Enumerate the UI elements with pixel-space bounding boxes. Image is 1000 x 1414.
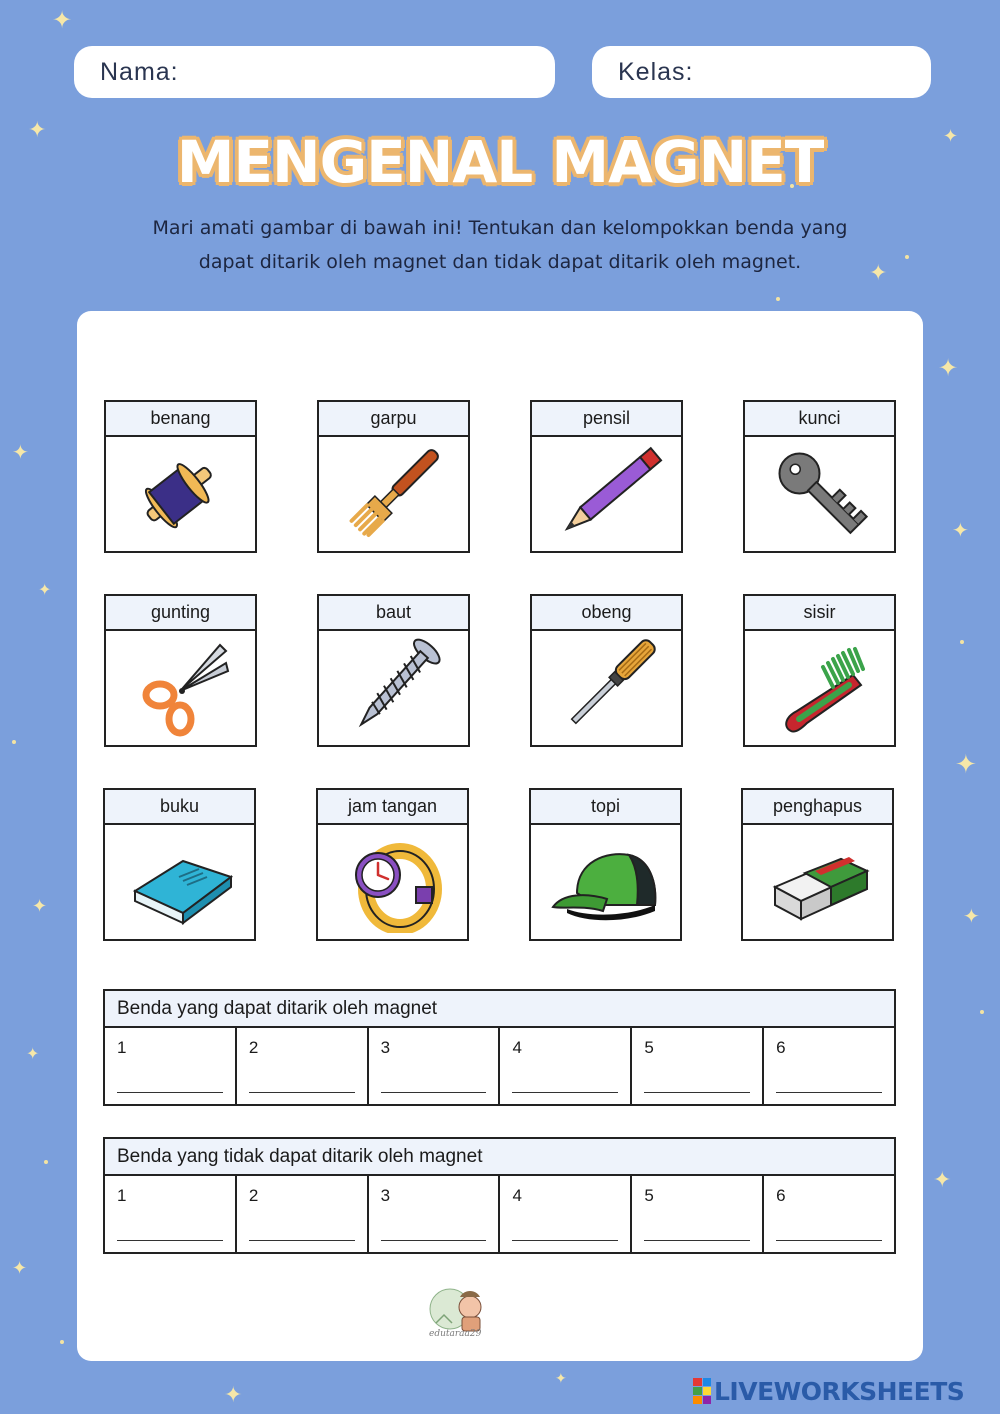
answer-line[interactable] — [776, 1240, 882, 1241]
answer-line[interactable] — [644, 1240, 750, 1241]
item-label: kunci — [745, 402, 894, 437]
cell-number: 1 — [117, 1186, 127, 1205]
cell-number: 2 — [248, 1038, 259, 1057]
magnetic-answer-table — [103, 989, 896, 1106]
magnetic-table-heading: Benda yang dapat ditarik oleh magnet — [105, 991, 894, 1028]
author-mark: edutaraa29 — [429, 1329, 482, 1339]
answer-cell[interactable] — [500, 1028, 632, 1104]
scissors-icon — [122, 637, 240, 739]
answer-cell[interactable] — [500, 1176, 632, 1252]
cell-number: 3 — [380, 1038, 391, 1057]
item-label: buku — [105, 790, 254, 825]
cell-number: 2 — [248, 1186, 259, 1205]
item-card-pensil[interactable] — [530, 400, 683, 553]
brand-text: LIVEWORKSHEETS — [714, 1376, 965, 1406]
answer-cell[interactable] — [632, 1028, 764, 1104]
answer-line[interactable] — [512, 1092, 618, 1093]
non-magnetic-table-heading: Benda yang tidak dapat ditarik oleh magnet — [105, 1139, 894, 1176]
liveworksheets-logo-icon — [693, 1378, 711, 1404]
item-card-sisir[interactable] — [743, 594, 896, 747]
item-label: jam tangan — [318, 790, 467, 825]
class-label: Kelas: — [618, 58, 694, 86]
item-card-gunting[interactable] — [104, 594, 257, 747]
answer-line[interactable] — [117, 1092, 223, 1093]
item-card-topi[interactable] — [529, 788, 682, 941]
item-label: baut — [319, 596, 468, 631]
cell-number: 4 — [512, 1038, 522, 1057]
item-card-obeng[interactable] — [530, 594, 683, 747]
cap-icon — [547, 831, 665, 933]
cell-number: 5 — [644, 1038, 654, 1057]
item-label: pensil — [532, 402, 681, 437]
fork-icon — [335, 443, 453, 545]
thread-spool-icon — [122, 443, 240, 545]
screw-icon — [335, 637, 453, 739]
screwdriver-icon — [548, 637, 666, 739]
name-field[interactable] — [74, 46, 555, 98]
non-magnetic-answer-table — [103, 1137, 896, 1254]
cell-number: 1 — [117, 1038, 127, 1057]
item-label: benang — [106, 402, 255, 437]
cell-number: 6 — [776, 1038, 786, 1057]
liveworksheets-brand[interactable] — [693, 1376, 964, 1406]
comb-icon — [761, 637, 879, 739]
answer-line[interactable] — [249, 1240, 355, 1241]
item-card-baut[interactable] — [317, 594, 470, 747]
answer-cell[interactable] — [105, 1176, 237, 1252]
answer-cell[interactable] — [369, 1176, 501, 1252]
answer-line[interactable] — [644, 1092, 750, 1093]
item-label: topi — [531, 790, 680, 825]
item-label: garpu — [319, 402, 468, 437]
eraser-icon — [759, 831, 877, 933]
item-card-garpu[interactable] — [317, 400, 470, 553]
answer-cell[interactable] — [764, 1028, 894, 1104]
answer-cell[interactable] — [105, 1028, 237, 1104]
answer-line[interactable] — [776, 1092, 882, 1093]
answer-line[interactable] — [381, 1240, 487, 1241]
item-card-benang[interactable] — [104, 400, 257, 553]
key-icon — [761, 443, 879, 545]
item-label: penghapus — [743, 790, 892, 825]
item-label: gunting — [106, 596, 255, 631]
answer-cell[interactable] — [764, 1176, 894, 1252]
answer-line[interactable] — [117, 1240, 223, 1241]
cell-number: 3 — [380, 1186, 391, 1205]
instruction-line-2: dapat ditarik oleh magnet dan tidak dapat ditarik oleh magnet. — [198, 251, 802, 273]
item-card-kunci[interactable] — [743, 400, 896, 553]
answer-line[interactable] — [381, 1092, 487, 1093]
pencil-icon — [548, 443, 666, 545]
answer-cell[interactable] — [369, 1028, 501, 1104]
name-label: Nama: — [100, 58, 179, 86]
instruction-line-1: Mari amati gambar di bawah ini! Tentukan dan kelompokkan benda yang — [152, 217, 848, 239]
book-icon — [121, 831, 239, 933]
answer-cell[interactable] — [632, 1176, 764, 1252]
page-title: MENGENAL MAGNET — [176, 128, 824, 196]
answer-line[interactable] — [249, 1092, 355, 1093]
item-label: sisir — [745, 596, 894, 631]
item-card-jam-tangan[interactable] — [316, 788, 469, 941]
item-label: obeng — [532, 596, 681, 631]
class-field[interactable] — [592, 46, 931, 98]
wristwatch-icon — [334, 831, 452, 933]
cell-number: 4 — [512, 1186, 522, 1205]
item-card-penghapus[interactable] — [741, 788, 894, 941]
cell-number: 5 — [644, 1186, 654, 1205]
answer-cell[interactable] — [237, 1176, 369, 1252]
item-card-buku[interactable] — [103, 788, 256, 941]
cell-number: 6 — [776, 1186, 786, 1205]
answer-line[interactable] — [512, 1240, 618, 1241]
answer-cell[interactable] — [237, 1028, 369, 1104]
